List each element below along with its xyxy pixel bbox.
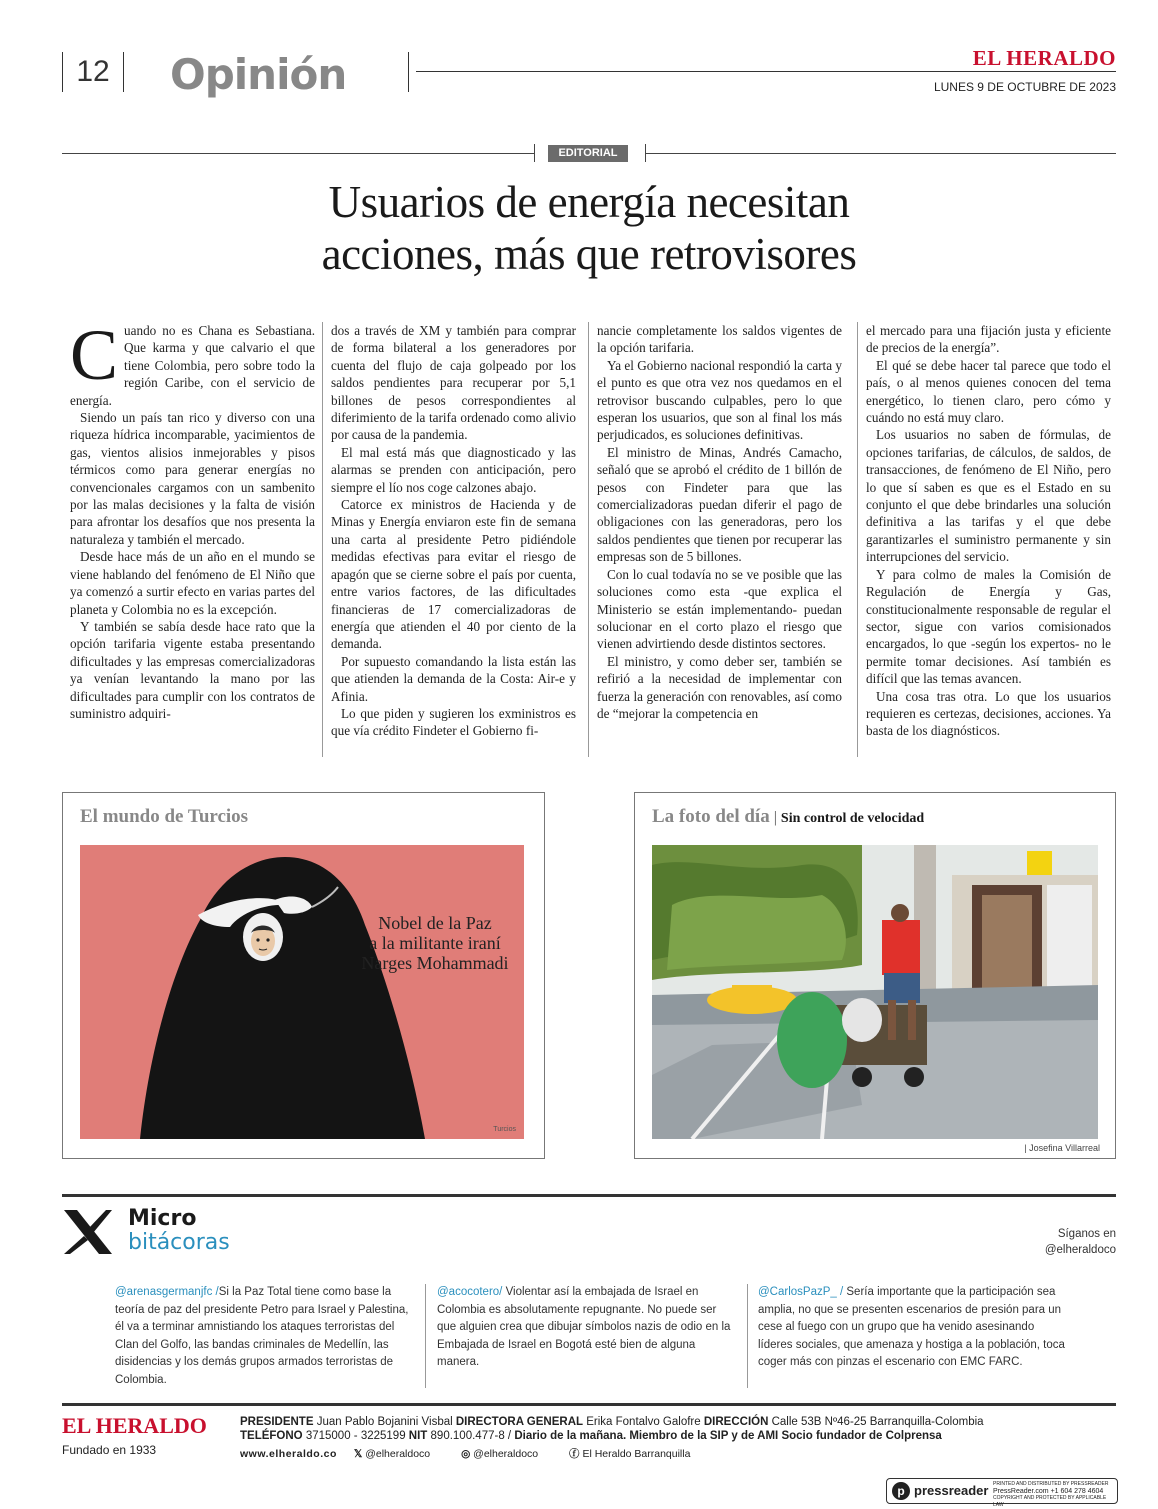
pressreader-badge — [886, 1478, 1118, 1508]
editorial-tick-left — [534, 144, 535, 162]
micro-bottom-rule — [62, 1403, 1116, 1406]
column-divider — [322, 322, 323, 757]
follow-us — [1045, 1226, 1116, 1258]
label-address: DIRECCIÓN — [703, 1416, 769, 1428]
paragraph: Una cosa tras otra. Lo que los usuarios requieren es certezas, decisiones, acciones. Ya basta de los diagnósticos. — [866, 688, 1111, 739]
footer-social — [240, 1446, 718, 1461]
paragraph: Los usuarios no saben de fórmulas, de opciones tarifarias, de cálculos, de saldos, de transacciones, de fenómeno de El Niño, pero lo que sí saben es que es el Estado en su conjunto el que debe brindarles una solución definitiva a las tarifas y el que debe garantizarles el suministro permanente y sin interrupciones del servicio. — [866, 427, 1111, 565]
footer-logo: EL HERALDO — [62, 1413, 207, 1438]
pressreader-notice — [993, 1481, 1113, 1509]
paragraph: uando no es Chana es Sebastiana. Que karma y que calvario el que tiene Colombia, pero sobre todo la región Caribe, con el servicio de energía. — [70, 323, 315, 408]
footer-contact-line — [240, 1430, 942, 1442]
tweet-handle[interactable]: @CarlosPazP_ / — [758, 1286, 844, 1298]
phone: 3715000 - 3225199 — [305, 1430, 406, 1442]
editorial-rule-left — [62, 153, 534, 154]
x-handle: @elheraldoco — [365, 1448, 431, 1460]
paragraph: Con lo cual todavía no se ve posible que las soluciones como esta -que explica el Ministerio se están implementando- puedan solucionar en el corto plazo el riesgo que vienen advirtiendo desde distintos sectores. — [597, 566, 842, 652]
article-column-2 — [331, 322, 576, 740]
paragraph: Lo que piden y sugieren los exministros es que vía crédito Findeter el Gobierno fi- — [331, 705, 576, 739]
tweet-divider — [747, 1284, 748, 1388]
cartoon-caption-line-2: a la militante iraní — [369, 933, 501, 953]
director-name: Erika Fontalvo Galofre — [586, 1416, 701, 1428]
cartoon-caption-line-1: Nobel de la Paz — [378, 913, 492, 933]
label-president: PRESIDENTE — [240, 1416, 314, 1428]
address: Calle 53B Nº46-25 Barranquilla-Colombia — [771, 1416, 984, 1428]
photo-of-the-day — [652, 845, 1098, 1139]
micro-title-top: Micro — [128, 1206, 197, 1231]
instagram-social[interactable] — [461, 1448, 552, 1460]
pressreader-label: pressreader — [914, 1483, 989, 1498]
footer-founded: Fundado en 1933 — [62, 1443, 157, 1457]
paragraph: el mercado para una fijación justa y eficiente de precios de la energía”. — [866, 323, 1111, 356]
editorial-label: EDITORIAL — [548, 145, 628, 162]
tweet-divider — [425, 1284, 426, 1388]
headline-line-2: acciones, más que retrovisores — [321, 229, 857, 279]
x-small-icon: 𝕏 — [353, 1448, 363, 1460]
drop-cap: C — [70, 315, 119, 395]
headline-line-1: Usuarios de energía necesitan — [328, 177, 850, 227]
cartoon-caption — [360, 913, 510, 973]
paragraph: El mal está más que diagnosticado y las alarmas se prenden con anticipación, pero siempre el lío nos coge calzones abajo. — [331, 444, 576, 495]
column-divider — [588, 322, 589, 757]
label-director: DIRECTORA GENERAL — [455, 1416, 584, 1428]
photo-heading-divider: | — [773, 809, 781, 826]
masthead-logo: EL HERALDO — [972, 46, 1116, 70]
x-social[interactable] — [354, 1448, 444, 1460]
label-phone: TELÉFONO — [240, 1430, 303, 1442]
label-nit: NIT — [408, 1430, 428, 1442]
photo-credit: | Josefina Villarreal — [1024, 1143, 1100, 1153]
micro-top-rule — [62, 1194, 1116, 1197]
photo-heading — [652, 806, 924, 828]
pressreader-notice-2: PressReader.com +1 604 278 4604 — [993, 1488, 1104, 1495]
pressreader-icon: p — [892, 1482, 910, 1500]
paragraph: Siendo un país tan rico y diverso con una riqueza hídrica incomparable, yacimientos de gas, vientos alisios inmejorables y pisos térmicos como para generar energías no convencionales cargamos con un sambenito por las malas decisiones y la falta de visión para afrontar los desafíos que nos presenta la naturaleza y también el mercado. — [70, 410, 315, 547]
article-column-3 — [597, 322, 842, 722]
nit: 890.100.477-8 / — [430, 1430, 512, 1442]
edition-date: LUNES 9 DE OCTUBRE DE 2023 — [933, 80, 1116, 94]
micro-title-bottom: bitácoras — [128, 1230, 230, 1255]
column-divider — [857, 322, 858, 757]
photo-subtitle: Sin control de velocidad — [780, 811, 925, 826]
article-column-1 — [70, 315, 315, 722]
website-link[interactable]: www.elheraldo.co — [240, 1448, 337, 1460]
photo-title: La foto del día — [652, 806, 770, 827]
burqa-illustration — [80, 845, 524, 1139]
tweet-item — [437, 1284, 737, 1372]
paragraph: nancie completamente los saldos vigentes de la opción tarifaria. — [597, 323, 842, 356]
pressreader-notice-3: COPYRIGHT AND PROTECTED BY APPLICABLE LAW — [993, 1495, 1107, 1508]
tweet-text: Sería importante que la participación sea amplia, no que se presenten escenarios de presión para un cese al fuego con un grupo que ha venido asesinando líderes sociales, que amenaza y hostiga a la población, toca coger más con pinzas el escenario con EMC FARC. — [758, 1286, 1065, 1368]
instagram-icon: ◎ — [461, 1448, 471, 1460]
x-logo-icon — [62, 1208, 114, 1256]
cartoon-title: El mundo de Turcios — [80, 806, 249, 827]
header-rule — [416, 71, 1116, 72]
tweet-text: Si la Paz Total tiene como base la teoría de paz del presidente Petro para Israel y Palestina, él va a terminar amnistiando los ataques terroristas del Clan del Golfo, las bandas criminales de Medellín, las disidencias y los demás grupos armados terroristas de Colombia. — [115, 1286, 409, 1386]
follow-label: Síganos en — [1057, 1228, 1116, 1240]
follow-handle[interactable]: @elheraldoco — [1044, 1244, 1116, 1256]
editorial-headline — [62, 176, 1116, 280]
footer-tagline: Diario de la mañana. Miembro de la SIP y de AMI Socio fundador de Colprensa — [514, 1430, 942, 1442]
section-title: Opinión — [170, 50, 347, 99]
paragraph: Por supuesto comandando la lista están las que atienden la demanda de la Costa: Air-e y Afinia. — [331, 653, 576, 704]
paragraph: dos a través de XM y también para comprar de forma bilateral a los generadores por cuenta del flujo de caja golpeado por los saldos pendientes para recuperar por 5,1 billones de pesos correspondientes al diferimiento de la tarifa ordenado como alivio por causa de la pandemia. — [331, 323, 576, 443]
facebook-social[interactable] — [569, 1448, 704, 1460]
paragraph: El qué se debe hacer tal parece que todo el país, o al menos quienes conocen del tema energético, lo tienen claro, pero cómo y cuándo no está muy claro. — [866, 357, 1111, 426]
page-number: 12 — [62, 52, 124, 92]
pressreader-notice-1: PRINTED AND DISTRIBUTED BY PRESSREADER — [993, 1481, 1109, 1487]
instagram-handle: @elheraldoco — [473, 1448, 539, 1460]
tweet-item — [115, 1284, 415, 1389]
tweet-text: Violentar así la embajada de Israel en Colombia es absolutamente repugnante. No puede ser que alguien crea que dibujar símbolos nazis de odio en la Embajada de Israel en Bogotá esté bien de alguna manera. — [437, 1286, 731, 1368]
facebook-icon: ⓕ — [569, 1448, 580, 1460]
paragraph: El ministro de Minas, Andrés Camacho, señaló que se aprobó el crédito de 1 billón de pesos con Findeter para que las comercializadoras puedan diferir el pago de obligaciones con las generadoras, pero los saldos pendientes que tienen por recuperar las empresas son de 5 billones. — [597, 444, 842, 565]
paragraph: Y para colmo de males la Comisión de Regulación de Energía y Gas, constitucionalmente responsable de regular el sector, sigue con varios comisionados encargados, lo que -según los expertos- no le permite tomar decisiones. Así también es difícil que las temas avancen. — [866, 566, 1111, 687]
tweet-handle[interactable]: @acocotero/ — [437, 1286, 503, 1298]
cartoon-caption-line-3: Narges Mohammadi — [361, 953, 509, 973]
paragraph: El ministro, y como deber ser, también se refirió a la necesidad de implementar con fuerza la generación con renovables, así como de “mejorar la competencia en — [597, 653, 842, 721]
header-divider — [408, 52, 409, 92]
editorial-rule-right — [646, 153, 1116, 154]
paragraph: Desde hace más de un año en el mundo se viene hablando del fenómeno de El Niño que ya comenzó a surtir efecto en varias partes del planeta y Colombia no es la excepción. — [70, 549, 315, 617]
tweet-handle[interactable]: @arenasgermanjfc / — [115, 1286, 219, 1298]
tweet-item — [758, 1284, 1068, 1372]
article-column-4 — [866, 322, 1111, 740]
cartoon-image — [80, 845, 524, 1139]
facebook-handle: El Heraldo Barranquilla — [582, 1448, 691, 1460]
paragraph: Ya el Gobierno nacional respondió la carta y el punto es que otra vez nos quedamos en el retrovisor buscando culpables, pero lo que esperan los usuarios, que son al final los más perjudicados, es soluciones definitivas. — [597, 357, 842, 443]
footer-staff-line — [240, 1416, 984, 1428]
cartoonist-signature: Turcios — [493, 1126, 516, 1133]
president-name: Juan Pablo Bojanini Visbal — [316, 1416, 453, 1428]
paragraph: Catorce ex ministros de Hacienda y de Minas y Energía enviaron este fin de semana una carta al presidente Petro pidiéndole medidas efectivas para evitar el riesgo de apagón que se cierne sobre el país por cuenta, entre varios factores, de las dificultades financieras de 17 comercializadoras de energía que atienden el 40 por ciento de la demanda. — [331, 497, 576, 652]
street-photo-illustration — [652, 845, 1098, 1139]
paragraph: Y también se sabía desde hace rato que la opción tarifaria vigente estaba presentando dificultades y las empresas comercializadoras ya venían levantando la mano por las dificultades para cumplir con los contratos de suministro adquiri- — [70, 618, 315, 721]
